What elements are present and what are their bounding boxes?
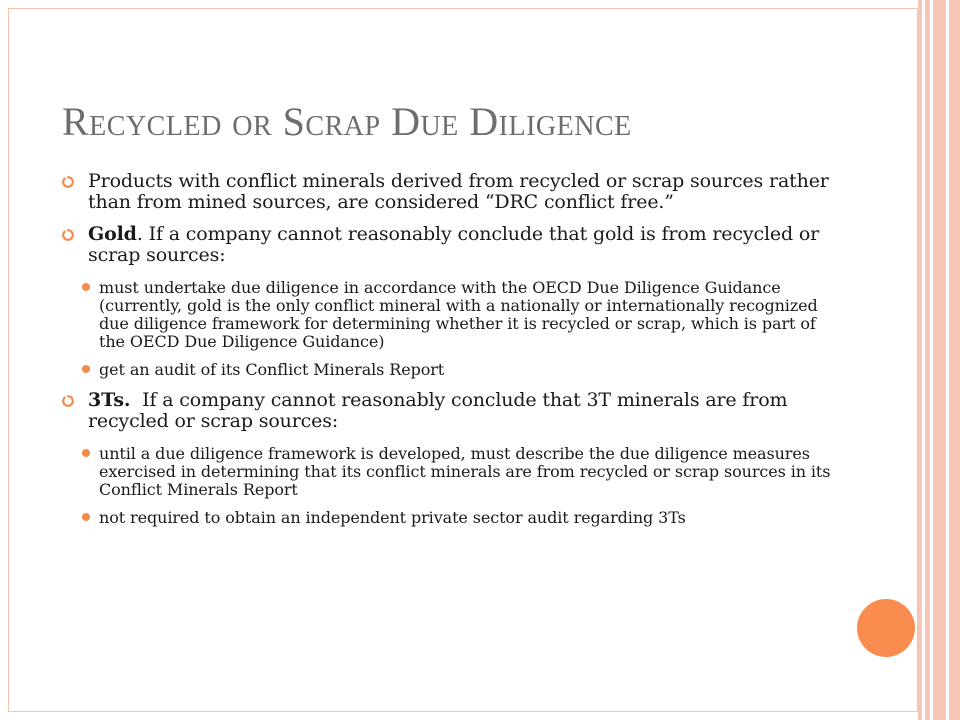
sub-bullet-item bbox=[88, 445, 842, 499]
stripe bbox=[918, 0, 922, 720]
sub-bullet-list bbox=[88, 445, 842, 527]
accent-circle bbox=[857, 599, 915, 657]
bullet-lead: Gold bbox=[88, 223, 137, 245]
stripe bbox=[925, 0, 930, 720]
bullet-text: Products with conflict minerals derived from recycled or scrap sources rather than from mined sources, are considered “DRC conflict free.” bbox=[88, 170, 829, 213]
ring-bullet-icon bbox=[62, 395, 74, 407]
bullet-item-3ts bbox=[62, 390, 842, 527]
sub-bullet-text: until a due diligence framework is developed, must describe the due diligence measures exercised in determining that its conflict minerals are from recycled or scrap sources in its Conflict Minerals Report bbox=[99, 444, 831, 499]
stripe bbox=[949, 0, 960, 720]
dot-bullet-icon bbox=[82, 513, 90, 521]
stripe bbox=[933, 0, 946, 720]
sub-bullet-item bbox=[88, 509, 842, 527]
bullet-lead: 3Ts. bbox=[88, 389, 131, 411]
sub-bullet-list bbox=[88, 279, 842, 379]
bullet-text: If a company cannot reasonably conclude that 3T minerals are from recycled or scrap sources: bbox=[88, 389, 794, 432]
bullet-item-recycled bbox=[62, 171, 842, 213]
dot-bullet-icon bbox=[82, 449, 90, 457]
dot-bullet-icon bbox=[82, 283, 90, 291]
ring-bullet-icon bbox=[62, 229, 74, 241]
sub-bullet-item bbox=[88, 361, 842, 379]
sub-bullet-text: must undertake due diligence in accordance with the OECD Due Diligence Guidance (currently, gold is the only conflict mineral with a nationally or internationally recognized due diligence framework for determining whether it is recycled or scrap, which is part of the OECD Due Diligence Guidance) bbox=[99, 278, 818, 351]
dot-bullet-icon bbox=[82, 365, 90, 373]
ring-bullet-icon bbox=[62, 176, 74, 188]
sub-bullet-text: not required to obtain an independent private sector audit regarding 3Ts bbox=[99, 508, 686, 527]
bullet-item-gold bbox=[62, 224, 842, 379]
decorative-stripes bbox=[918, 0, 960, 720]
bullet-list bbox=[62, 171, 842, 538]
slide-title: Recycled or Scrap Due Diligence bbox=[62, 99, 632, 144]
bullet-text: . If a company cannot reasonably conclude that gold is from recycled or scrap sources: bbox=[88, 223, 820, 266]
sub-bullet-text: get an audit of its Conflict Minerals Report bbox=[99, 360, 445, 379]
sub-bullet-item bbox=[88, 279, 842, 351]
